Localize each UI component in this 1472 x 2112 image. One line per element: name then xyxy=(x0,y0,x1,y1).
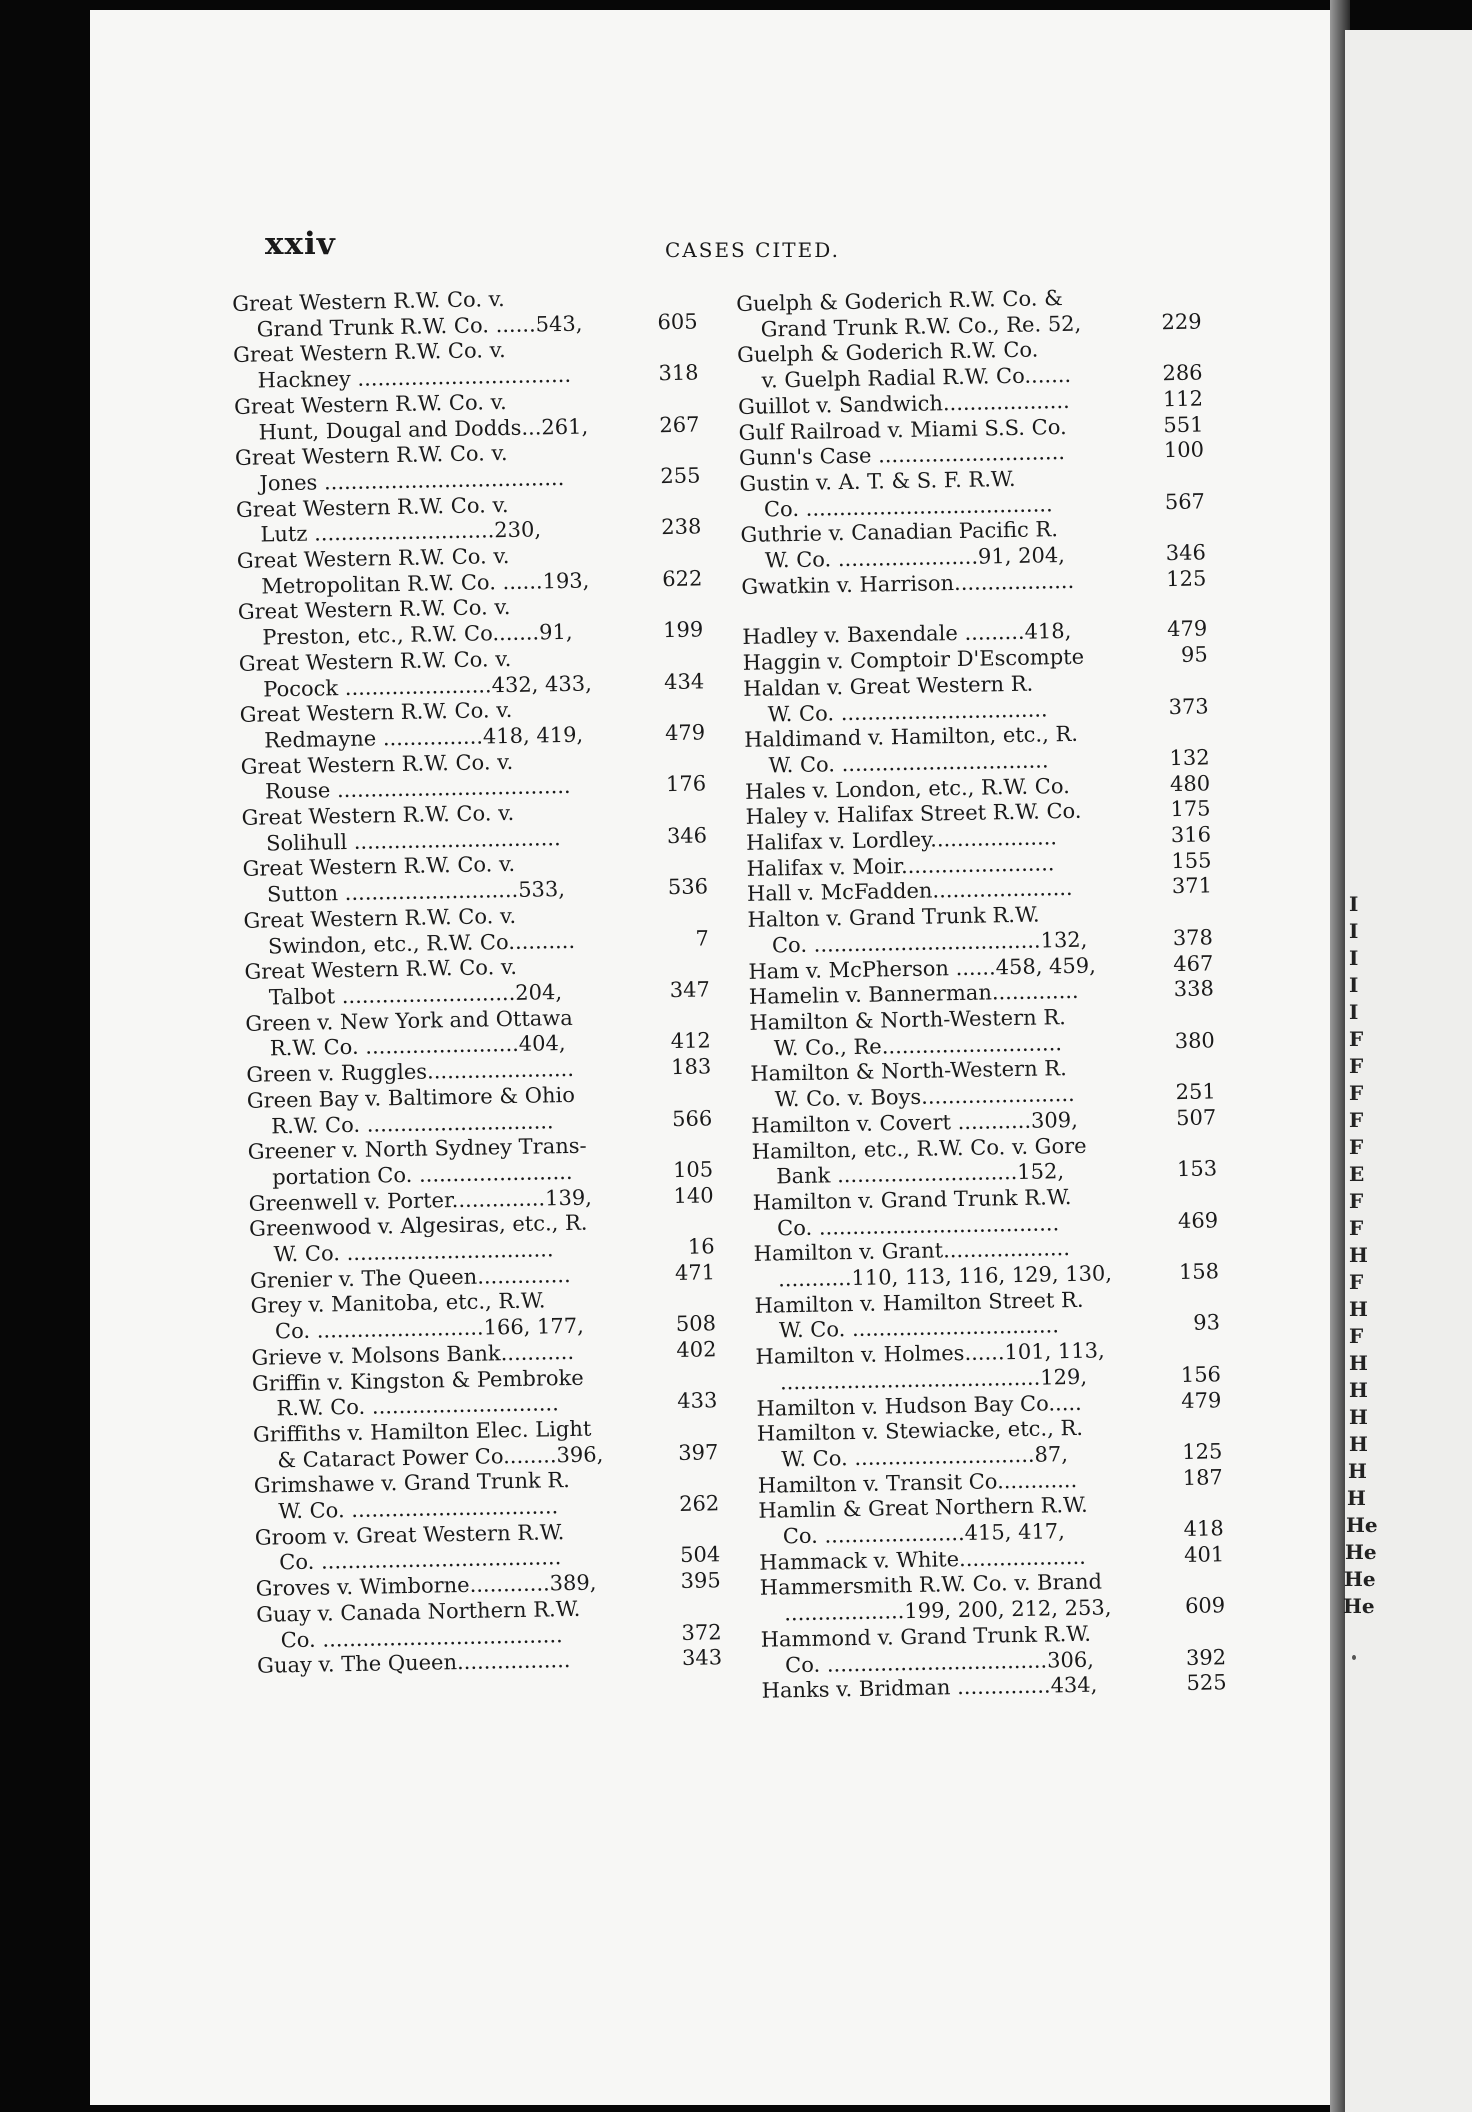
page-reference: 566 xyxy=(671,1105,713,1131)
case-name-continued: & Cataract Power Co........396, xyxy=(277,1442,604,1473)
page-reference: 609 xyxy=(1184,1593,1226,1619)
case-name-continued: W. Co. .....................91, 204, xyxy=(764,543,1066,573)
case-name: Haley v. Halifax Street R.W. Co. xyxy=(745,799,1082,830)
page-reference: 605 xyxy=(657,309,698,334)
case-name-continued: Swindon, etc., R.W. Co.......... xyxy=(267,928,576,959)
page-reference: 551 xyxy=(1163,411,1204,437)
case-name: Great Western R.W. Co. v. xyxy=(234,441,508,471)
case-name: Hamlin & Great Northern R.W. xyxy=(758,1493,1088,1524)
case-name: Griffin v. Kingston & Pembroke xyxy=(251,1365,584,1396)
case-name-continued: Lutz ...........................230, xyxy=(260,517,542,547)
page-reference: 255 xyxy=(660,463,701,489)
case-entry xyxy=(754,1285,1220,1345)
case-name: Green Bay v. Baltimore & Ohio xyxy=(246,1082,576,1113)
case-name: Hamilton v. Grant................... xyxy=(753,1236,1071,1267)
case-name: Hales v. London, etc., R.W. Co. xyxy=(744,773,1070,804)
case-entry xyxy=(238,592,704,652)
case-name: Hamilton v. Holmes......101, 113, xyxy=(755,1338,1105,1369)
case-name: Guthrie v. Canadian Pacific R. xyxy=(740,517,1059,548)
case-name-continued: Co. .................................... xyxy=(776,1210,1060,1241)
case-name-continued: W. Co. ............................... xyxy=(278,1494,559,1524)
page-reference: 267 xyxy=(659,411,700,437)
page-reference: 469 xyxy=(1177,1207,1219,1233)
case-entry xyxy=(237,540,703,600)
case-entry xyxy=(243,900,709,960)
case-name: Great Western R.W. Co. v. xyxy=(243,903,517,933)
case-entry xyxy=(241,797,707,857)
case-entry xyxy=(249,1209,715,1269)
opposite-page-fragment: I xyxy=(1349,892,1359,916)
case-name: Hamilton & North-Western R. xyxy=(749,1005,1067,1035)
opposite-page-fragment: H xyxy=(1347,1486,1366,1510)
case-entry xyxy=(755,1336,1221,1396)
opposite-page-fragment: H xyxy=(1349,1378,1368,1402)
case-entry xyxy=(252,1363,718,1423)
case-entry xyxy=(256,1594,722,1654)
opposite-page-fragment: F xyxy=(1349,1108,1364,1132)
opposite-page-fragment: I xyxy=(1349,919,1359,943)
case-name-continued: Co. ..................................132, xyxy=(771,927,1088,958)
case-name: Green v. New York and Ottawa xyxy=(245,1005,574,1036)
page-reference: 622 xyxy=(662,566,703,591)
case-entry xyxy=(744,720,1210,780)
page-reference: 262 xyxy=(678,1491,720,1517)
case-name-continued: R.W. Co. .......................404, xyxy=(269,1031,566,1061)
page-reference: 479 xyxy=(1166,616,1208,642)
case-name-continued: W. Co. ...........................87, xyxy=(781,1442,1069,1472)
opposite-page-fragment: He xyxy=(1343,1594,1375,1618)
opposite-page-fragment: F xyxy=(1349,1324,1364,1348)
page-reference: 251 xyxy=(1175,1079,1216,1105)
opposite-page-fragment: He xyxy=(1346,1513,1378,1537)
case-entry xyxy=(250,1286,716,1346)
case-entry xyxy=(743,668,1209,728)
case-name: Hammond v. Grand Trunk R.W. xyxy=(760,1621,1092,1652)
page-reference: 105 xyxy=(672,1157,714,1182)
case-name-continued: Grand Trunk R.W. Co. ......543, xyxy=(256,311,583,342)
case-name-continued: Jones .................................... xyxy=(259,465,565,496)
page-reference: 93 xyxy=(1193,1310,1221,1336)
case-name: Greener v. North Sydney Trans- xyxy=(247,1133,587,1165)
case-name: Hadley v. Baxendale .........418, xyxy=(742,619,1072,650)
page-reference: 7 xyxy=(695,925,710,951)
opposite-page-fragment: E xyxy=(1349,1162,1365,1186)
page-reference: 371 xyxy=(1171,873,1213,899)
page-reference: 175 xyxy=(1170,796,1211,822)
case-name-continued: W. Co., Re........................... xyxy=(773,1030,1063,1061)
case-name: Halton v. Grand Trunk R.W. xyxy=(747,902,1040,933)
opposite-page-fragment: F xyxy=(1349,1270,1364,1294)
case-name: Hamilton v. Hamilton Street R. xyxy=(754,1287,1084,1318)
opposite-page-fragment: H xyxy=(1349,1243,1368,1267)
opposite-page-fragment: I xyxy=(1349,946,1359,970)
opposite-page-fragment: F xyxy=(1349,1135,1364,1159)
case-name: Hammersmith R.W. Co. v. Brand xyxy=(759,1569,1103,1601)
opposite-page-fragment: H xyxy=(1349,1351,1368,1375)
page-reference: 418 xyxy=(1183,1516,1224,1542)
case-entry xyxy=(758,1491,1224,1551)
case-entry xyxy=(244,952,710,1012)
case-name: Hamilton v. Hudson Bay Co..... xyxy=(756,1390,1082,1421)
case-name: Great Western R.W. Co. v. xyxy=(235,492,509,522)
page-reference: 397 xyxy=(678,1439,719,1465)
page-reference: 433 xyxy=(677,1388,718,1414)
case-name: Great Western R.W. Co. v. xyxy=(232,287,505,316)
page-reference: 125 xyxy=(1182,1439,1223,1464)
print-speck xyxy=(1352,1655,1356,1660)
case-name: Grieve v. Molsons Bank........... xyxy=(251,1339,575,1370)
case-name: Hall v. McFadden..................... xyxy=(746,876,1073,907)
case-name: Grimshawe v. Grand Trunk R. xyxy=(253,1468,571,1499)
page-reference: 338 xyxy=(1173,976,1215,1002)
case-name: Hamelin v. Bannerman............. xyxy=(748,979,1079,1010)
case-entry xyxy=(760,1568,1226,1628)
page-reference: 402 xyxy=(676,1337,717,1362)
opposite-page-edge xyxy=(1345,30,1472,2112)
case-name: Great Western R.W. Co. v. xyxy=(239,698,513,728)
case-name: Green v. Ruggles...................... xyxy=(246,1056,575,1087)
case-entry xyxy=(245,1003,711,1063)
case-entry xyxy=(248,1132,714,1192)
page-reference: 480 xyxy=(1169,771,1211,796)
case-entry xyxy=(253,1414,719,1474)
opposite-page-fragment: F xyxy=(1349,1189,1364,1213)
page-reference: 412 xyxy=(670,1028,712,1054)
case-entry xyxy=(232,283,698,343)
case-name: Grey v. Manitoba, etc., R.W. xyxy=(250,1288,546,1319)
case-name: Hamilton v. Grand Trunk R.W. xyxy=(752,1184,1072,1215)
case-entry xyxy=(235,438,701,498)
case-name-continued: Metropolitan R.W. Co. ......193, xyxy=(261,568,590,599)
right-column xyxy=(736,283,1227,1704)
case-entry xyxy=(752,1131,1218,1191)
case-name-continued: v. Guelph Radial R.W. Co....... xyxy=(761,362,1072,393)
case-name-continued: Co. .................................... xyxy=(279,1545,562,1575)
case-name: Guillot v. Sandwich................... xyxy=(737,388,1070,419)
case-name-continued: W. Co. v. Boys....................... xyxy=(774,1082,1075,1112)
page-reference: 395 xyxy=(680,1568,721,1594)
case-name: Hanks v. Bridman ..............434, xyxy=(761,1672,1098,1704)
case-entry xyxy=(749,1002,1215,1062)
case-entry xyxy=(254,1466,720,1526)
opposite-page-fragment: F xyxy=(1349,1027,1364,1051)
case-name: Ham v. McPherson ......458, 459, xyxy=(748,953,1097,984)
page-reference: 347 xyxy=(669,977,711,1003)
left-column xyxy=(232,283,722,1679)
page-reference: 373 xyxy=(1168,693,1209,719)
page-reference: 372 xyxy=(681,1619,722,1645)
page-reference: 567 xyxy=(1164,489,1206,514)
case-name: Hamilton v. Covert ...........309, xyxy=(751,1107,1078,1138)
page-reference: 158 xyxy=(1178,1259,1220,1285)
case-entry xyxy=(737,335,1203,395)
case-name-continued: Co. .....................415, 417, xyxy=(782,1519,1066,1549)
case-name-continued: .......................................129, xyxy=(779,1364,1088,1395)
page-reference: 155 xyxy=(1171,848,1212,873)
case-name-continued: W. Co. ............................... xyxy=(273,1237,554,1267)
opposite-page-fragment: H xyxy=(1349,1405,1368,1429)
case-entry xyxy=(255,1517,721,1577)
page-reference: 153 xyxy=(1176,1156,1218,1182)
case-name: Haldan v. Great Western R. xyxy=(743,671,1034,701)
page-reference: 346 xyxy=(1165,540,1207,566)
page-reference: 343 xyxy=(681,1645,723,1671)
case-entry xyxy=(752,1182,1218,1242)
page-reference: 508 xyxy=(675,1311,717,1337)
page-reference: 316 xyxy=(1170,822,1212,848)
case-name: Greenwood v. Algesiras, etc., R. xyxy=(248,1210,588,1242)
case-name-continued: Rouse ................................... xyxy=(264,774,571,804)
opposite-page-fragment: F xyxy=(1349,1216,1364,1240)
page-reference: 318 xyxy=(658,360,699,386)
case-name-continued: Bank ...........................152, xyxy=(775,1159,1065,1189)
page-reference: 479 xyxy=(1181,1387,1222,1413)
case-entry xyxy=(750,1054,1216,1114)
case-name: Guelph & Goderich R.W. Co. xyxy=(736,337,1039,368)
case-name-continued: ...........110, 113, 116, 129, 130, xyxy=(777,1261,1113,1292)
case-name-continued: R.W. Co. ............................ xyxy=(276,1391,560,1421)
opposite-page-fragment: I xyxy=(1349,1000,1359,1024)
page-reference: 536 xyxy=(667,874,709,900)
case-name: Hamilton & North-Western R. xyxy=(750,1056,1067,1087)
case-name-continued: Sutton ..........................533, xyxy=(266,877,566,907)
page-reference: 183 xyxy=(670,1054,712,1080)
case-name-continued: W. Co. ............................... xyxy=(768,748,1049,778)
page-reference: 229 xyxy=(1161,309,1202,334)
case-name-continued: Talbot ..........................204, xyxy=(268,980,563,1010)
case-name: Great Western R.W. Co. v. xyxy=(238,646,512,676)
case-name: Griffiths v. Hamilton Elec. Light xyxy=(252,1416,592,1447)
opposite-page-fragment: H xyxy=(1349,1432,1368,1456)
page-reference: 378 xyxy=(1172,925,1214,950)
case-name: Guelph & Goderich R.W. Co. & xyxy=(736,286,1063,316)
page-reference: 187 xyxy=(1182,1464,1224,1490)
case-entry xyxy=(760,1619,1226,1679)
page-reference: 392 xyxy=(1185,1644,1227,1670)
case-name: Gustin v. A. T. & S. F. R.W. xyxy=(739,466,1016,496)
case-name-continued: Pocock ......................432, 433, xyxy=(263,671,592,702)
page-reference: 525 xyxy=(1186,1670,1227,1696)
case-name-continued: W. Co. ............................... xyxy=(767,696,1048,727)
case-entry xyxy=(736,283,1202,343)
page-reference: 471 xyxy=(674,1260,716,1285)
case-name: Gulf Railroad v. Miami S.S. Co. xyxy=(738,414,1067,445)
case-name: Great Western R.W. Co. v. xyxy=(232,338,506,368)
case-entry xyxy=(753,1234,1219,1294)
case-name-continued: Solihull ............................... xyxy=(265,825,561,856)
opposite-page-fragment: H xyxy=(1349,1297,1368,1321)
page-reference: 112 xyxy=(1162,386,1204,412)
case-name: Haggin v. Comptoir D'Escompte xyxy=(742,644,1085,676)
opposite-page-fragment: H xyxy=(1348,1459,1367,1483)
opposite-page-fragment: F xyxy=(1349,1054,1364,1078)
case-name: Gunn's Case ............................ xyxy=(738,440,1066,471)
case-entry xyxy=(747,900,1213,960)
case-name: Hammack v. White................... xyxy=(759,1544,1087,1575)
case-entry xyxy=(242,849,708,909)
opposite-page-fragment: He xyxy=(1344,1567,1376,1591)
case-name: Grenier v. The Queen.............. xyxy=(249,1262,571,1293)
case-name: Halifax v. Lordley................... xyxy=(745,825,1058,855)
page-reference: 434 xyxy=(663,668,705,694)
opposite-page-fragment: F xyxy=(1349,1081,1364,1105)
case-entry xyxy=(240,746,706,806)
case-name: Guay v. The Queen................. xyxy=(256,1648,571,1679)
case-name-continued: Grand Trunk R.W. Co., Re. 52, xyxy=(760,311,1082,342)
case-name-continued: R.W. Co. ............................ xyxy=(271,1108,554,1138)
page-reference: 156 xyxy=(1180,1362,1222,1387)
case-name-continued: Hackney ................................ xyxy=(257,362,572,393)
case-entry xyxy=(239,643,705,703)
case-name-continued: Redmayne ...............418, 419, xyxy=(264,722,584,753)
page-reference: 140 xyxy=(673,1182,714,1208)
page-reference: 100 xyxy=(1163,437,1205,463)
page-reference: 507 xyxy=(1175,1105,1217,1130)
opposite-page-fragment: He xyxy=(1345,1540,1377,1564)
page-reference: 401 xyxy=(1183,1542,1225,1567)
page-reference: 199 xyxy=(662,617,704,643)
page-reference: 16 xyxy=(687,1234,715,1259)
case-name: Great Western R.W. Co. v. xyxy=(233,389,507,419)
case-entry xyxy=(236,489,702,549)
page-reference: 95 xyxy=(1180,642,1208,668)
page-reference: 479 xyxy=(664,720,706,746)
case-entry xyxy=(233,335,699,395)
case-name: Great Western R.W. Co. v. xyxy=(237,595,511,625)
case-name: Great Western R.W. Co. v. xyxy=(241,800,515,830)
opposite-page-fragment: I xyxy=(1349,973,1359,997)
case-entry xyxy=(247,1080,713,1140)
case-name: Great Western R.W. Co. v. xyxy=(240,749,514,779)
page-reference: 504 xyxy=(679,1542,721,1568)
page-reference: 346 xyxy=(666,823,708,848)
case-entry xyxy=(234,386,700,446)
page-number: xxiv xyxy=(265,226,336,262)
case-name: Gwatkin v. Harrison.................. xyxy=(741,568,1075,599)
case-name-continued: ..................199, 200, 212, 253, xyxy=(784,1595,1112,1626)
case-name: Greenwell v. Porter..............139, xyxy=(248,1185,593,1216)
page-reference: 467 xyxy=(1173,950,1214,976)
case-entry xyxy=(739,463,1205,523)
page-reference: 380 xyxy=(1174,1028,1216,1053)
case-name: Guay v. Canada Northern R.W. xyxy=(256,1596,581,1627)
case-name: Hamilton v. Transit Co............ xyxy=(757,1467,1078,1498)
page-reference: 132 xyxy=(1169,745,1210,771)
case-name-continued: Hunt, Dougal and Dodds...261, xyxy=(258,414,589,445)
case-name-continued: Co. ..................................... xyxy=(763,491,1053,522)
case-name: Halifax v. Moir....................... xyxy=(746,851,1055,881)
case-name-continued: portation Co. ....................... xyxy=(272,1159,573,1190)
case-name-continued: Co. .................................... xyxy=(280,1622,563,1652)
case-name-continued: Co. .........................166, 177, xyxy=(274,1313,584,1344)
case-name: Great Western R.W. Co. v. xyxy=(244,955,518,985)
page-reference: 125 xyxy=(1166,566,1207,591)
page-reference: 286 xyxy=(1162,360,1203,386)
case-name: Groom v. Great Western R.W. xyxy=(254,1519,565,1550)
running-head: CASES CITED. xyxy=(665,238,840,262)
case-name: Haldimand v. Hamilton, etc., R. xyxy=(743,722,1079,753)
case-entry xyxy=(240,695,706,755)
case-entry xyxy=(740,515,1206,575)
case-name-continued: Preston, etc., R.W. Co.......91, xyxy=(262,619,573,650)
case-name: Groves v. Wimborne............389, xyxy=(255,1570,597,1601)
case-entry xyxy=(757,1414,1223,1474)
case-name: Great Western R.W. Co. v. xyxy=(236,543,510,573)
case-name-continued: W. Co. ............................... xyxy=(778,1313,1060,1343)
page-reference: 176 xyxy=(665,771,707,797)
case-name-continued: Co. .................................306, xyxy=(784,1647,1095,1677)
case-name: Great Western R.W. Co. v. xyxy=(242,852,516,882)
case-name: Hamilton v. Stewiacke, etc., R. xyxy=(756,1416,1084,1447)
case-name: Hamilton, etc., R.W. Co. v. Gore xyxy=(751,1133,1087,1164)
page-reference: 238 xyxy=(661,514,702,540)
